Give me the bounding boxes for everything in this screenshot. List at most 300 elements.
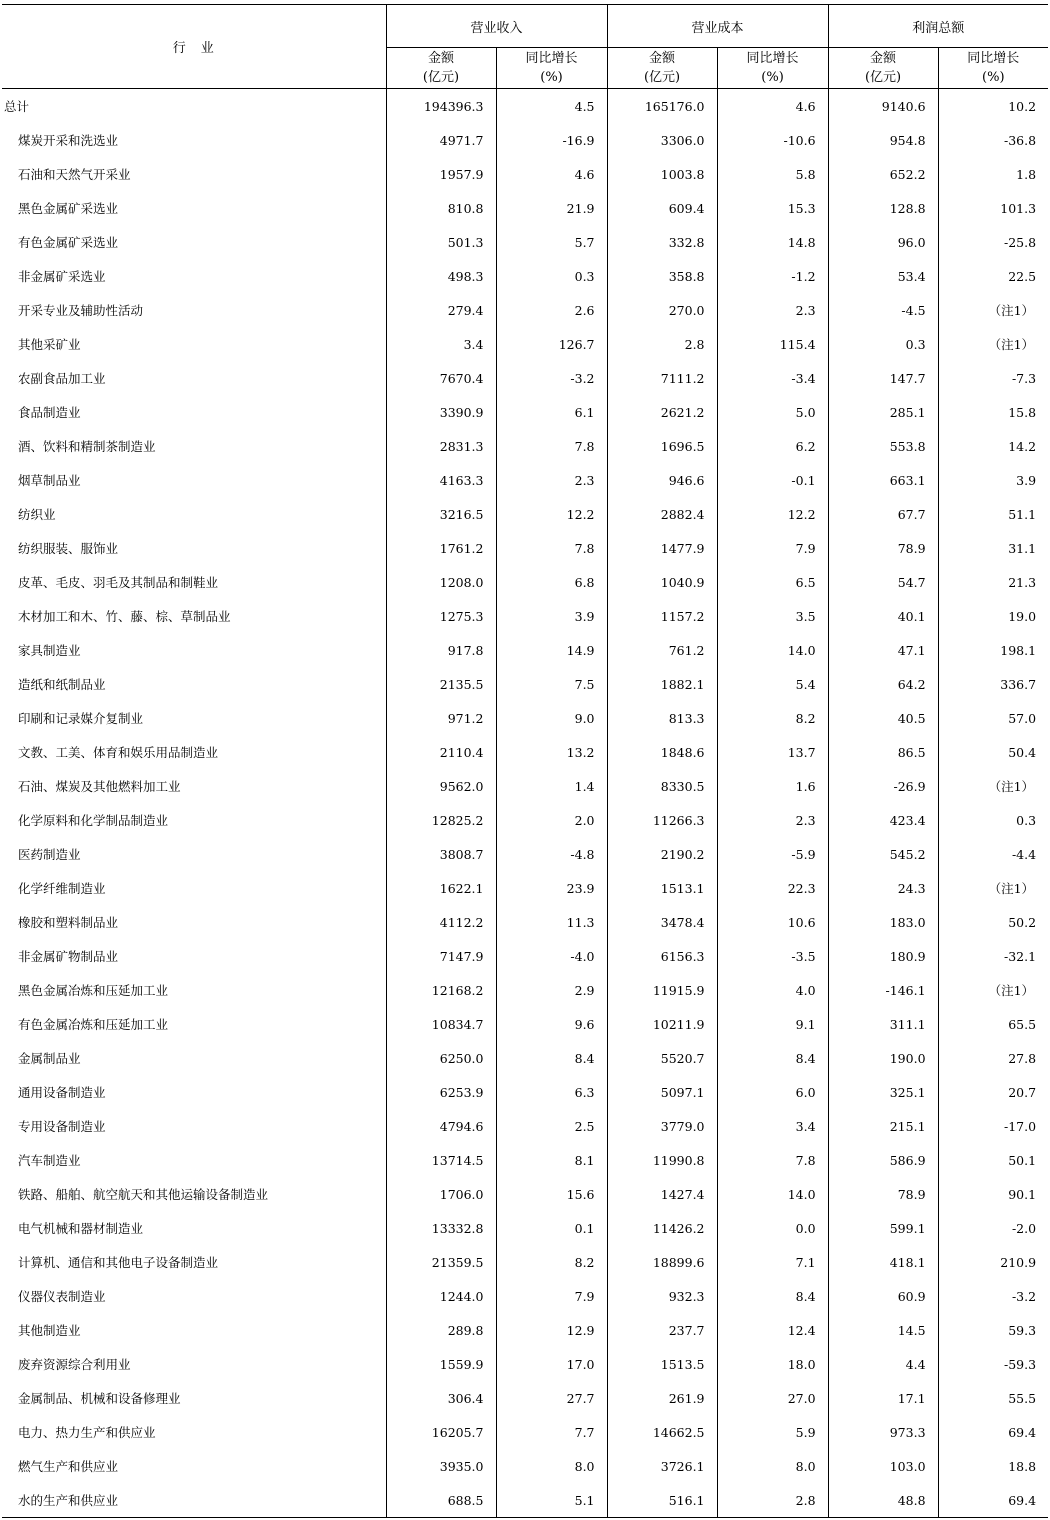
table-row	[2, 667, 1048, 701]
cost-growth-cell: -1.2	[717, 259, 828, 293]
cost-growth-cell: 2.8	[717, 1483, 828, 1518]
revenue-amount-cell: 810.8	[386, 191, 496, 225]
profit-amount-cell: 0.3	[828, 327, 938, 361]
revenue-growth-cell: 8.0	[496, 1449, 607, 1483]
cost-amount-cell: 932.3	[607, 1279, 717, 1313]
table-row	[2, 463, 1048, 497]
revenue-growth-cell: 27.7	[496, 1381, 607, 1415]
revenue-amount-cell: 1244.0	[386, 1279, 496, 1313]
industry-name-cell: 木材加工和木、竹、藤、棕、草制品业	[18, 609, 231, 624]
revenue-amount-cell: 306.4	[386, 1381, 496, 1415]
cost-amount-cell: 1513.5	[607, 1347, 717, 1381]
industry-name-cell: 水的生产和供应业	[18, 1493, 119, 1508]
industry-name-cell: 其他采矿业	[18, 337, 81, 352]
revenue-amount-cell: 2135.5	[386, 667, 496, 701]
revenue-growth-cell: 9.0	[496, 701, 607, 735]
cost-amount-cell: 813.3	[607, 701, 717, 735]
profit-growth-cell: （注1）	[938, 973, 1048, 1007]
profit-growth-cell: 69.4	[938, 1415, 1048, 1449]
revenue-growth-cell: -3.2	[496, 361, 607, 395]
cost-amount-cell: 270.0	[607, 293, 717, 327]
cost-amount-cell: 609.4	[607, 191, 717, 225]
revenue-amount-cell: 279.4	[386, 293, 496, 327]
revenue-amount-cell: 13332.8	[386, 1211, 496, 1245]
profit-amount-cell: 190.0	[828, 1041, 938, 1075]
revenue-growth-cell: 5.7	[496, 225, 607, 259]
cost-growth-header	[717, 48, 828, 89]
profit-amount-cell: 325.1	[828, 1075, 938, 1109]
table-row	[2, 1415, 1048, 1449]
profit-amount-cell: 973.3	[828, 1415, 938, 1449]
profit-amount-cell: 54.7	[828, 565, 938, 599]
revenue-amount-cell: 1275.3	[386, 599, 496, 633]
cost-growth-cell: 8.4	[717, 1279, 828, 1313]
industry-financial-table	[2, 4, 1048, 1518]
profit-amount-cell: 64.2	[828, 667, 938, 701]
revenue-amount-cell: 3.4	[386, 327, 496, 361]
table-row	[2, 1313, 1048, 1347]
industry-name-cell: 仪器仪表制造业	[18, 1289, 106, 1304]
profit-growth-cell: -36.8	[938, 123, 1048, 157]
table-row	[2, 735, 1048, 769]
amount-unit: (亿元)	[643, 70, 681, 85]
cost-amount-cell: 1882.1	[607, 667, 717, 701]
revenue-amount-cell: 971.2	[386, 701, 496, 735]
industry-name-cell: 化学原料和化学制品制造业	[18, 813, 169, 828]
profit-growth-cell: 27.8	[938, 1041, 1048, 1075]
revenue-amount-cell: 3390.9	[386, 395, 496, 429]
industry-name-cell: 造纸和纸制品业	[18, 677, 106, 692]
profit-amount-cell: 103.0	[828, 1449, 938, 1483]
industry-name-cell: 电气机械和器材制造业	[18, 1221, 144, 1236]
industry-name-cell: 黑色金属矿采选业	[18, 201, 119, 216]
cost-amount-cell: 2.8	[607, 327, 717, 361]
cost-growth-cell: 3.5	[717, 599, 828, 633]
industry-name-cell: 纺织业	[18, 507, 56, 522]
revenue-amount-cell: 7147.9	[386, 939, 496, 973]
cost-amount-cell: 946.6	[607, 463, 717, 497]
table-row	[2, 871, 1048, 905]
cost-amount-cell: 516.1	[607, 1483, 717, 1518]
profit-growth-cell: -32.1	[938, 939, 1048, 973]
table-row	[2, 157, 1048, 191]
profit-growth-cell: 55.5	[938, 1381, 1048, 1415]
cost-amount-header	[607, 48, 717, 89]
revenue-growth-cell: 12.2	[496, 497, 607, 531]
revenue-growth-cell: 6.3	[496, 1075, 607, 1109]
profit-growth-cell: 1.8	[938, 157, 1048, 191]
profit-growth-cell: 50.4	[938, 735, 1048, 769]
cost-amount-cell: 1040.9	[607, 565, 717, 599]
cost-growth-cell: 5.9	[717, 1415, 828, 1449]
profit-growth-cell: 57.0	[938, 701, 1048, 735]
revenue-amount-cell: 13714.5	[386, 1143, 496, 1177]
profit-growth-cell: 210.9	[938, 1245, 1048, 1279]
profit-amount-cell: 60.9	[828, 1279, 938, 1313]
cost-amount-cell: 2190.2	[607, 837, 717, 871]
industry-name-cell: 开采专业及辅助性活动	[18, 303, 144, 318]
cost-amount-cell: 3478.4	[607, 905, 717, 939]
profit-amount-cell: 183.0	[828, 905, 938, 939]
cost-growth-cell: 6.0	[717, 1075, 828, 1109]
profit-growth-cell: 50.1	[938, 1143, 1048, 1177]
table-row	[2, 803, 1048, 837]
cost-amount-cell: 5097.1	[607, 1075, 717, 1109]
industry-name-cell: 有色金属矿采选业	[18, 235, 119, 250]
cost-growth-cell: -10.6	[717, 123, 828, 157]
revenue-amount-cell: 21359.5	[386, 1245, 496, 1279]
revenue-growth-cell: 8.2	[496, 1245, 607, 1279]
profit-growth-cell: 198.1	[938, 633, 1048, 667]
revenue-amount-cell: 3216.5	[386, 497, 496, 531]
cost-growth-cell: 13.7	[717, 735, 828, 769]
table-row	[2, 497, 1048, 531]
cost-growth-cell: 0.0	[717, 1211, 828, 1245]
profit-growth-cell: （注1）	[938, 769, 1048, 803]
profit-amount-cell: 53.4	[828, 259, 938, 293]
cost-amount-cell: 7111.2	[607, 361, 717, 395]
profit-amount-cell: 9140.6	[828, 89, 938, 124]
industry-name-cell: 通用设备制造业	[18, 1085, 106, 1100]
profit-amount-cell: 17.1	[828, 1381, 938, 1415]
profit-amount-cell: 147.7	[828, 361, 938, 395]
revenue-growth-cell: 4.5	[496, 89, 607, 124]
revenue-amount-cell: 2831.3	[386, 429, 496, 463]
cost-growth-cell: 4.0	[717, 973, 828, 1007]
industry-name-cell: 非金属矿物制品业	[18, 949, 119, 964]
profit-amount-cell: 180.9	[828, 939, 938, 973]
revenue-amount-cell: 1706.0	[386, 1177, 496, 1211]
profit-growth-cell: -59.3	[938, 1347, 1048, 1381]
table-row	[2, 905, 1048, 939]
profit-amount-cell: 78.9	[828, 531, 938, 565]
cost-amount-cell: 11915.9	[607, 973, 717, 1007]
industry-name-cell: 金属制品业	[18, 1051, 81, 1066]
cost-growth-cell: 9.1	[717, 1007, 828, 1041]
industry-name-cell: 烟草制品业	[18, 473, 81, 488]
table-row	[2, 1007, 1048, 1041]
industry-name-cell: 家具制造业	[18, 643, 81, 658]
industry-name-cell: 废弃资源综合利用业	[18, 1357, 131, 1372]
table-row	[2, 1449, 1048, 1483]
industry-name-cell: 石油和天然气开采业	[18, 167, 131, 182]
profit-growth-cell: 31.1	[938, 531, 1048, 565]
revenue-amount-cell: 1559.9	[386, 1347, 496, 1381]
cost-amount-cell: 3726.1	[607, 1449, 717, 1483]
industry-name-cell: 橡胶和塑料制品业	[18, 915, 119, 930]
profit-amount-cell: 423.4	[828, 803, 938, 837]
revenue-amount-cell: 3808.7	[386, 837, 496, 871]
profit-amount-cell: -146.1	[828, 973, 938, 1007]
growth-label: 同比增长	[967, 51, 1020, 66]
industry-name-cell: 皮革、毛皮、羽毛及其制品和制鞋业	[18, 575, 219, 590]
table-row	[2, 531, 1048, 565]
table-row	[2, 973, 1048, 1007]
revenue-growth-cell: 6.1	[496, 395, 607, 429]
profit-amount-cell: 553.8	[828, 429, 938, 463]
profit-amount-cell: 67.7	[828, 497, 938, 531]
profit-growth-cell: 20.7	[938, 1075, 1048, 1109]
profit-growth-cell: 59.3	[938, 1313, 1048, 1347]
profit-growth-cell: 18.8	[938, 1449, 1048, 1483]
cost-growth-cell: 8.2	[717, 701, 828, 735]
industry-name-cell: 黑色金属冶炼和压延加工业	[18, 983, 169, 998]
revenue-growth-cell: 0.3	[496, 259, 607, 293]
table-row	[2, 939, 1048, 973]
cost-amount-cell: 18899.6	[607, 1245, 717, 1279]
profit-amount-cell: 128.8	[828, 191, 938, 225]
revenue-amount-cell: 10834.7	[386, 1007, 496, 1041]
profit-growth-cell: 10.2	[938, 89, 1048, 124]
cost-growth-cell: -3.4	[717, 361, 828, 395]
cost-growth-cell: 6.5	[717, 565, 828, 599]
industry-name-cell: 汽车制造业	[18, 1153, 81, 1168]
industry-name-cell: 煤炭开采和洗选业	[18, 133, 119, 148]
revenue-growth-cell: 4.6	[496, 157, 607, 191]
table-row	[2, 1483, 1048, 1518]
cost-growth-cell: -5.9	[717, 837, 828, 871]
revenue-amount-cell: 1622.1	[386, 871, 496, 905]
profit-growth-cell: 69.4	[938, 1483, 1048, 1518]
profit-amount-cell: 14.5	[828, 1313, 938, 1347]
industry-name-cell: 计算机、通信和其他电子设备制造业	[18, 1255, 219, 1270]
cost-growth-cell: 5.8	[717, 157, 828, 191]
table-row	[2, 1211, 1048, 1245]
table-row	[2, 395, 1048, 429]
profit-growth-cell: 19.0	[938, 599, 1048, 633]
profit-amount-cell: -26.9	[828, 769, 938, 803]
industry-column-header: 行 业	[2, 5, 386, 89]
table-row	[2, 1381, 1048, 1415]
industry-name-cell: 医药制造业	[18, 847, 81, 862]
growth-unit: (%)	[761, 70, 784, 85]
profit-growth-cell: （注1）	[938, 871, 1048, 905]
industry-name-cell: 金属制品、机械和设备修理业	[18, 1391, 181, 1406]
revenue-growth-cell: 3.9	[496, 599, 607, 633]
profit-amount-cell: 285.1	[828, 395, 938, 429]
profit-growth-cell: 3.9	[938, 463, 1048, 497]
industry-name-cell: 酒、饮料和精制茶制造业	[18, 439, 156, 454]
revenue-amount-cell: 9562.0	[386, 769, 496, 803]
cost-amount-cell: 237.7	[607, 1313, 717, 1347]
cost-growth-cell: 3.4	[717, 1109, 828, 1143]
cost-amount-cell: 2882.4	[607, 497, 717, 531]
table-header	[2, 5, 1048, 89]
profit-growth-cell: -17.0	[938, 1109, 1048, 1143]
profit-amount-cell: 545.2	[828, 837, 938, 871]
table-body	[2, 89, 1048, 1518]
revenue-amount-cell: 6250.0	[386, 1041, 496, 1075]
revenue-growth-cell: 9.6	[496, 1007, 607, 1041]
profit-growth-cell: 51.1	[938, 497, 1048, 531]
profit-amount-cell: 215.1	[828, 1109, 938, 1143]
industry-name-cell: 食品制造业	[18, 405, 81, 420]
revenue-growth-cell: 5.1	[496, 1483, 607, 1518]
cost-growth-cell: 8.0	[717, 1449, 828, 1483]
industry-name-cell: 印刷和记录媒介复制业	[18, 711, 144, 726]
profit-growth-cell: 22.5	[938, 259, 1048, 293]
revenue-growth-cell: 23.9	[496, 871, 607, 905]
growth-unit: (%)	[982, 70, 1005, 85]
profit-amount-cell: 96.0	[828, 225, 938, 259]
table-row	[2, 599, 1048, 633]
revenue-amount-header	[386, 48, 496, 89]
profit-amount-cell: 47.1	[828, 633, 938, 667]
revenue-growth-cell: 0.1	[496, 1211, 607, 1245]
revenue-growth-cell: 15.6	[496, 1177, 607, 1211]
revenue-growth-cell: 126.7	[496, 327, 607, 361]
cost-amount-cell: 8330.5	[607, 769, 717, 803]
profit-amount-cell: 586.9	[828, 1143, 938, 1177]
table-row	[2, 1143, 1048, 1177]
revenue-amount-cell: 3935.0	[386, 1449, 496, 1483]
cost-amount-cell: 1848.6	[607, 735, 717, 769]
revenue-growth-cell: 7.9	[496, 1279, 607, 1313]
revenue-growth-cell: 17.0	[496, 1347, 607, 1381]
cost-growth-cell: 15.3	[717, 191, 828, 225]
profit-amount-cell: 954.8	[828, 123, 938, 157]
cost-amount-cell: 1157.2	[607, 599, 717, 633]
profit-amount-cell: -4.5	[828, 293, 938, 327]
revenue-growth-cell: 2.9	[496, 973, 607, 1007]
cost-growth-cell: 12.2	[717, 497, 828, 531]
revenue-growth-cell: 7.5	[496, 667, 607, 701]
industry-name-cell: 铁路、船舶、航空航天和其他运输设备制造业	[18, 1187, 269, 1202]
profit-growth-cell: 50.2	[938, 905, 1048, 939]
amount-label: 金额	[649, 51, 676, 66]
table-row	[2, 327, 1048, 361]
revenue-growth-cell: 2.6	[496, 293, 607, 327]
revenue-growth-cell: 8.1	[496, 1143, 607, 1177]
industry-name-cell: 专用设备制造业	[18, 1119, 106, 1134]
cost-growth-cell: -0.1	[717, 463, 828, 497]
revenue-growth-cell: 7.7	[496, 1415, 607, 1449]
profit-growth-cell: 101.3	[938, 191, 1048, 225]
cost-amount-cell: 1427.4	[607, 1177, 717, 1211]
revenue-amount-cell: 4794.6	[386, 1109, 496, 1143]
cost-growth-cell: 12.4	[717, 1313, 828, 1347]
profit-amount-cell: 40.5	[828, 701, 938, 735]
cost-growth-cell: 8.4	[717, 1041, 828, 1075]
revenue-growth-cell: 2.0	[496, 803, 607, 837]
profit-amount-cell: 48.8	[828, 1483, 938, 1518]
industry-financial-table-container	[2, 4, 1048, 1518]
table-row	[2, 633, 1048, 667]
cost-amount-cell: 358.8	[607, 259, 717, 293]
profit-growth-cell: 65.5	[938, 1007, 1048, 1041]
revenue-amount-cell: 1208.0	[386, 565, 496, 599]
revenue-growth-cell: 2.5	[496, 1109, 607, 1143]
revenue-growth-cell: 8.4	[496, 1041, 607, 1075]
cost-growth-cell: 18.0	[717, 1347, 828, 1381]
profit-growth-cell: -25.8	[938, 225, 1048, 259]
table-row	[2, 701, 1048, 735]
industry-name-cell: 石油、煤炭及其他燃料加工业	[18, 779, 181, 794]
industry-name-cell: 其他制造业	[18, 1323, 81, 1338]
revenue-amount-cell: 6253.9	[386, 1075, 496, 1109]
industry-name-cell: 非金属矿采选业	[18, 269, 106, 284]
cost-amount-cell: 11426.2	[607, 1211, 717, 1245]
amount-unit: (亿元)	[422, 70, 460, 85]
cost-growth-cell: 5.4	[717, 667, 828, 701]
profit-amount-cell: 599.1	[828, 1211, 938, 1245]
table-row	[2, 123, 1048, 157]
revenue-growth-cell: 12.9	[496, 1313, 607, 1347]
table-row	[2, 1177, 1048, 1211]
table-row	[2, 1041, 1048, 1075]
amount-unit: (亿元)	[864, 70, 902, 85]
industry-name-cell: 总计	[4, 99, 30, 114]
revenue-amount-cell: 16205.7	[386, 1415, 496, 1449]
cost-amount-cell: 1513.1	[607, 871, 717, 905]
revenue-growth-cell: -4.8	[496, 837, 607, 871]
revenue-amount-cell: 4163.3	[386, 463, 496, 497]
profit-growth-cell: 0.3	[938, 803, 1048, 837]
revenue-growth-cell: 21.9	[496, 191, 607, 225]
industry-name-cell: 文教、工美、体育和娱乐用品制造业	[18, 745, 219, 760]
revenue-amount-cell: 289.8	[386, 1313, 496, 1347]
revenue-growth-cell: 2.3	[496, 463, 607, 497]
revenue-growth-header	[496, 48, 607, 89]
cost-amount-cell: 3306.0	[607, 123, 717, 157]
cost-amount-cell: 14662.5	[607, 1415, 717, 1449]
revenue-amount-cell: 4971.7	[386, 123, 496, 157]
revenue-amount-cell: 12825.2	[386, 803, 496, 837]
cost-amount-cell: 1477.9	[607, 531, 717, 565]
table-row	[2, 225, 1048, 259]
profit-amount-cell: 663.1	[828, 463, 938, 497]
profit-growth-cell: -7.3	[938, 361, 1048, 395]
cost-amount-cell: 165176.0	[607, 89, 717, 124]
cost-amount-cell: 11266.3	[607, 803, 717, 837]
cost-amount-cell: 761.2	[607, 633, 717, 667]
industry-name-cell: 有色金属冶炼和压延加工业	[18, 1017, 169, 1032]
profit-growth-cell: 14.2	[938, 429, 1048, 463]
industry-name-cell: 电力、热力生产和供应业	[18, 1425, 156, 1440]
industry-name-cell: 农副食品加工业	[18, 371, 106, 386]
profit-growth-cell: -3.2	[938, 1279, 1048, 1313]
cost-amount-cell: 3779.0	[607, 1109, 717, 1143]
cost-growth-cell: 14.8	[717, 225, 828, 259]
cost-amount-cell: 332.8	[607, 225, 717, 259]
industry-name-cell: 化学纤维制造业	[18, 881, 106, 896]
profit-amount-cell: 78.9	[828, 1177, 938, 1211]
total-row	[2, 89, 1048, 124]
revenue-amount-cell: 4112.2	[386, 905, 496, 939]
table-row	[2, 1279, 1048, 1313]
cost-group-header: 营业成本	[607, 5, 828, 48]
profit-amount-cell: 418.1	[828, 1245, 938, 1279]
profit-growth-cell: （注1）	[938, 293, 1048, 327]
profit-growth-cell: 21.3	[938, 565, 1048, 599]
cost-growth-cell: 1.6	[717, 769, 828, 803]
table-row	[2, 429, 1048, 463]
growth-label: 同比增长	[525, 51, 578, 66]
profit-amount-header	[828, 48, 938, 89]
revenue-growth-cell: -16.9	[496, 123, 607, 157]
revenue-growth-cell: 13.2	[496, 735, 607, 769]
revenue-group-header: 营业收入	[386, 5, 607, 48]
profit-growth-cell: 90.1	[938, 1177, 1048, 1211]
cost-growth-cell: 7.8	[717, 1143, 828, 1177]
profit-group-header: 利润总额	[828, 5, 1048, 48]
profit-growth-header	[938, 48, 1048, 89]
cost-growth-cell: 14.0	[717, 1177, 828, 1211]
growth-unit: (%)	[540, 70, 563, 85]
cost-growth-cell: 7.9	[717, 531, 828, 565]
table-row	[2, 769, 1048, 803]
profit-growth-cell: 336.7	[938, 667, 1048, 701]
